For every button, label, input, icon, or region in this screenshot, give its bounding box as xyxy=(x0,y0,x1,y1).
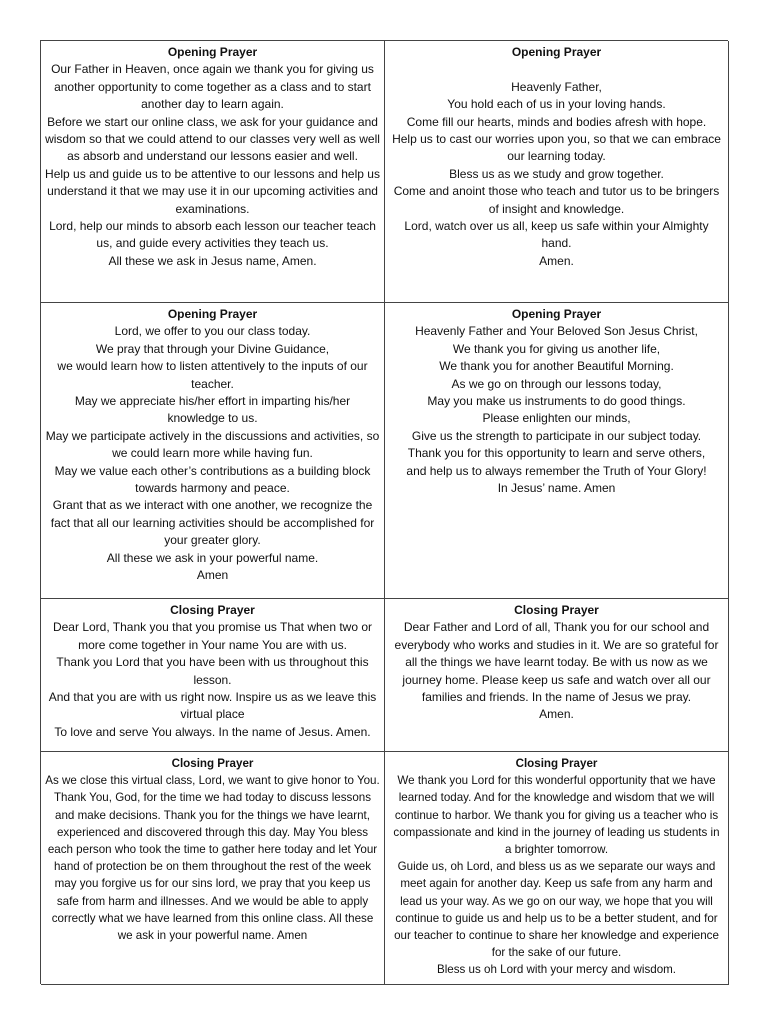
prayer-title: Opening Prayer xyxy=(511,45,602,59)
prayer-text: Thank you for this opportunity to learn and serve others, xyxy=(407,446,706,461)
prayer-title: Closing Prayer xyxy=(514,603,599,617)
prayer-text: May we participate actively in the discussions and activities, so we could learn more while having fun. xyxy=(45,428,380,461)
prayer-card-opening-4 xyxy=(385,303,729,599)
prayer-text: May you make us instruments to do good things. xyxy=(427,394,686,409)
prayer-text: Heavenly Father, xyxy=(511,79,602,94)
prayer-text: To love and serve You always. In the name of Jesus. Amen. xyxy=(54,724,371,739)
prayer-text: Lord, watch over us all, keep us safe within your Almighty hand. xyxy=(404,219,709,251)
prayer-text: You hold each of us in your loving hands. xyxy=(447,97,666,112)
prayer-card-opening-1 xyxy=(41,41,385,303)
prayer-title: Opening Prayer xyxy=(167,307,258,321)
prayer-text: Lord, we offer to you our class today. xyxy=(114,324,311,339)
prayer-title: Closing Prayer xyxy=(171,757,254,770)
prayer-text: As we close this virtual class, Lord, we want to give honor to You. Thank You, God, for the time we had today to discuss lessons and make decisions. Thank you for the things we have learnt, experienced and discovered through this day. May You bless each person who took the time to gather here today and let Your hand of protection be on them throughout the rest of the week may you forgive us for our sins lord, we pray that you keep us safe from harm and illnesses. And we would be able to apply correctly what we have learned from this online class. All these we ask in your powerful name. Amen xyxy=(45,774,380,943)
prayer-card-opening-2 xyxy=(385,41,729,303)
prayer-text: We pray that through your Divine Guidance, xyxy=(95,341,330,356)
prayer-text: Thank you Lord that you have been with us throughout this lesson. xyxy=(56,655,369,687)
prayer-text: and help us to always remember the Truth of Your Glory! xyxy=(406,463,707,478)
prayer-text: Amen xyxy=(196,568,229,583)
prayer-text: And that you are with us right now. Inspire us as we leave this virtual place xyxy=(48,690,377,722)
prayer-card-opening-3 xyxy=(41,303,385,599)
prayer-text: May we appreciate his/her effort in imparting his/her knowledge to us. xyxy=(74,394,351,426)
prayer-card-closing-4 xyxy=(385,752,729,985)
prayer-text: Heavenly Father and Your Beloved Son Jesus Christ, xyxy=(415,324,698,339)
prayer-title: Closing Prayer xyxy=(170,603,255,617)
prayer-text: We thank you Lord for this wonderful opportunity that we have learned today. And for the knowledge and wisdom that we will continue to harbor. We thank you for giving us a teacher who is compassionate and kind in the journey of leading us students in a brighter tomorrow. xyxy=(393,774,720,857)
prayer-card-closing-1 xyxy=(41,599,385,752)
prayer-text: We thank you for giving us another life, xyxy=(452,341,661,356)
prayer-card-closing-2 xyxy=(385,599,729,752)
prayer-text: As we go on through our lessons today, xyxy=(451,376,662,391)
prayer-card-closing-3 xyxy=(41,752,385,985)
prayer-text: Come and anoint those who teach and tutor us to be bringers of insight and knowledge. xyxy=(393,184,720,216)
prayer-text: Help us to cast our worries upon you, so that we can embrace our learning today. xyxy=(392,132,721,164)
prayer-title: Opening Prayer xyxy=(511,307,602,321)
prayer-text: All these we ask in Jesus name, Amen. xyxy=(108,253,317,268)
prayer-text: Come fill our hearts, minds and bodies afresh with hope. xyxy=(406,114,707,129)
prayer-text: Help us and guide us to be attentive to our lessons and help us understand it that we may use it in our upcoming activities and examinations. xyxy=(45,166,380,216)
prayer-title: Opening Prayer xyxy=(167,45,258,59)
prayer-text: Dear Father and Lord of all, Thank you for our school and everybody who works and studies in it. We are so grateful for all the things we have learnt today. Be with us now as we journey home. Please keep us safe and watch over all our families and friends. In the name of Jesus we pray. xyxy=(394,620,719,705)
prayer-text: Grant that as we interact with one another, we recognize the fact that all our learning activities should be accomplished for your greater glory. xyxy=(50,498,375,548)
prayer-text: Amen. xyxy=(539,707,574,722)
prayer-text: All these we ask in your powerful name. xyxy=(106,550,319,565)
prayer-text: Please enlighten our minds, xyxy=(482,411,631,426)
prayer-text: We thank you for another Beautiful Morning. xyxy=(439,359,674,374)
prayer-text: Lord, help our minds to absorb each lesson our teacher teach us, and guide every activities they teach us. xyxy=(49,219,376,251)
prayer-text: Amen. xyxy=(539,253,574,268)
prayer-text: Our Father in Heaven, once again we thank you for giving us another opportunity to come together as a class and to start another day to learn again. xyxy=(51,62,374,112)
prayer-text: Give us the strength to participate in our subject today. xyxy=(411,428,702,443)
prayer-text: May we value each other’s contributions as a building block towards harmony and peace. xyxy=(54,463,371,496)
prayer-text: Bless us as we study and grow together. xyxy=(449,166,664,181)
prayer-text: we would learn how to listen attentively to the inputs of our teacher. xyxy=(57,359,368,391)
blank-line xyxy=(389,61,724,78)
prayer-text: Bless us oh Lord with your mercy and wisdom. xyxy=(436,963,677,977)
prayer-sheet xyxy=(40,40,728,984)
prayer-title: Closing Prayer xyxy=(515,757,598,770)
prayer-text: Guide us, oh Lord, and bless us as we separate our ways and meet again for another day. Keep us safe from any harm and lead us your way. As we go on our way, we hope that you will continue to guide us and help us to be a better student, and for our teacher to continue to share her knowledge and experience for the sake of our future. xyxy=(394,860,719,960)
prayer-text: Dear Lord, Thank you that you promise us That when two or more come together in Your name You are with us. xyxy=(52,620,373,652)
prayer-text: In Jesus’ name. Amen xyxy=(497,481,616,496)
prayer-text: Before we start our online class, we ask for your guidance and wisdom so that we could attend to our classes very well as well as absorb and understand our lessons easier and well. xyxy=(45,114,380,164)
